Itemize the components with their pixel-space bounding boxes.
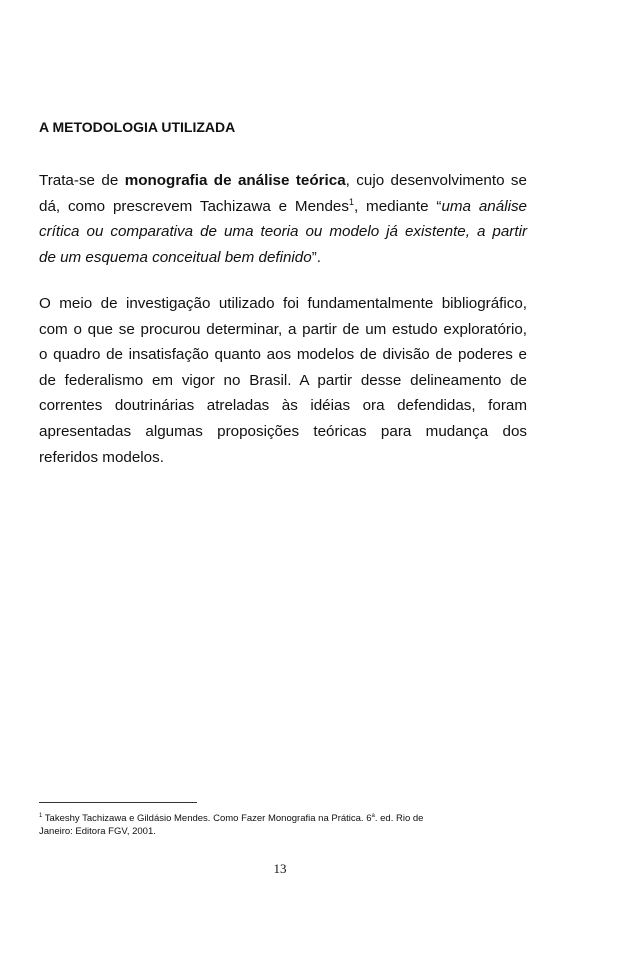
text-line (39, 219, 527, 245)
footnote-divider (39, 802, 197, 803)
text-line: correntes doutrinárias atreladas às idéias ora defendidas, foram (39, 397, 527, 415)
italic-quote: de um esquema conceitual bem definido (39, 248, 312, 266)
footnote-line: Janeiro: Editora FGV, 2001. (39, 826, 156, 837)
italic-quote: crítica ou comparativa de uma teoria ou modelo já existente, a partir (39, 223, 527, 241)
paragraph-methodology-type (39, 168, 527, 270)
ordinal-suffix: a (371, 813, 375, 819)
text-line: com o que se procurou determinar, a partir de um estudo exploratório, (39, 320, 527, 338)
page-number: 13 (273, 861, 287, 876)
text-line: dá, como prescrevem Tachizawa e Mendes$^1$, mediante “uma análise (39, 196, 527, 215)
text-line: O meio de investigação utilizado foi fundamentalmente bibliográfico, (39, 295, 527, 312)
footnote-marker: 1 (39, 813, 43, 819)
bold-phrase: monografia de análise teórica (124, 172, 346, 189)
footnote (39, 812, 519, 838)
italic-quote: uma análise (441, 197, 527, 215)
text-line: o quadro de insatisfação quanto aos modelos de divisão de poderes e (39, 346, 527, 364)
footnote-line: $^1$ Takeshy Tachizawa e Gildásio Mendes. Como Fazer Monografia na Prática. 6$^a$. ed. Rio de (39, 813, 424, 824)
paragraph-investigation-method (39, 291, 527, 470)
text-line: de federalismo em vigor no Brasil. A partir desse delineamento de (39, 371, 527, 389)
footnote-reference[interactable]: 1 (348, 196, 354, 207)
text-line: referidos modelos. (39, 448, 164, 466)
text-line: apresentadas algumas proposições teóricas para mudança dos (39, 422, 527, 440)
text-line: de um esquema conceitual bem definido”. (39, 248, 321, 266)
section-heading: A METODOLOGIA UTILIZADA (39, 119, 236, 135)
text-line: Trata-se de monografia de análise teórica, cujo desenvolvimento se (39, 172, 527, 189)
